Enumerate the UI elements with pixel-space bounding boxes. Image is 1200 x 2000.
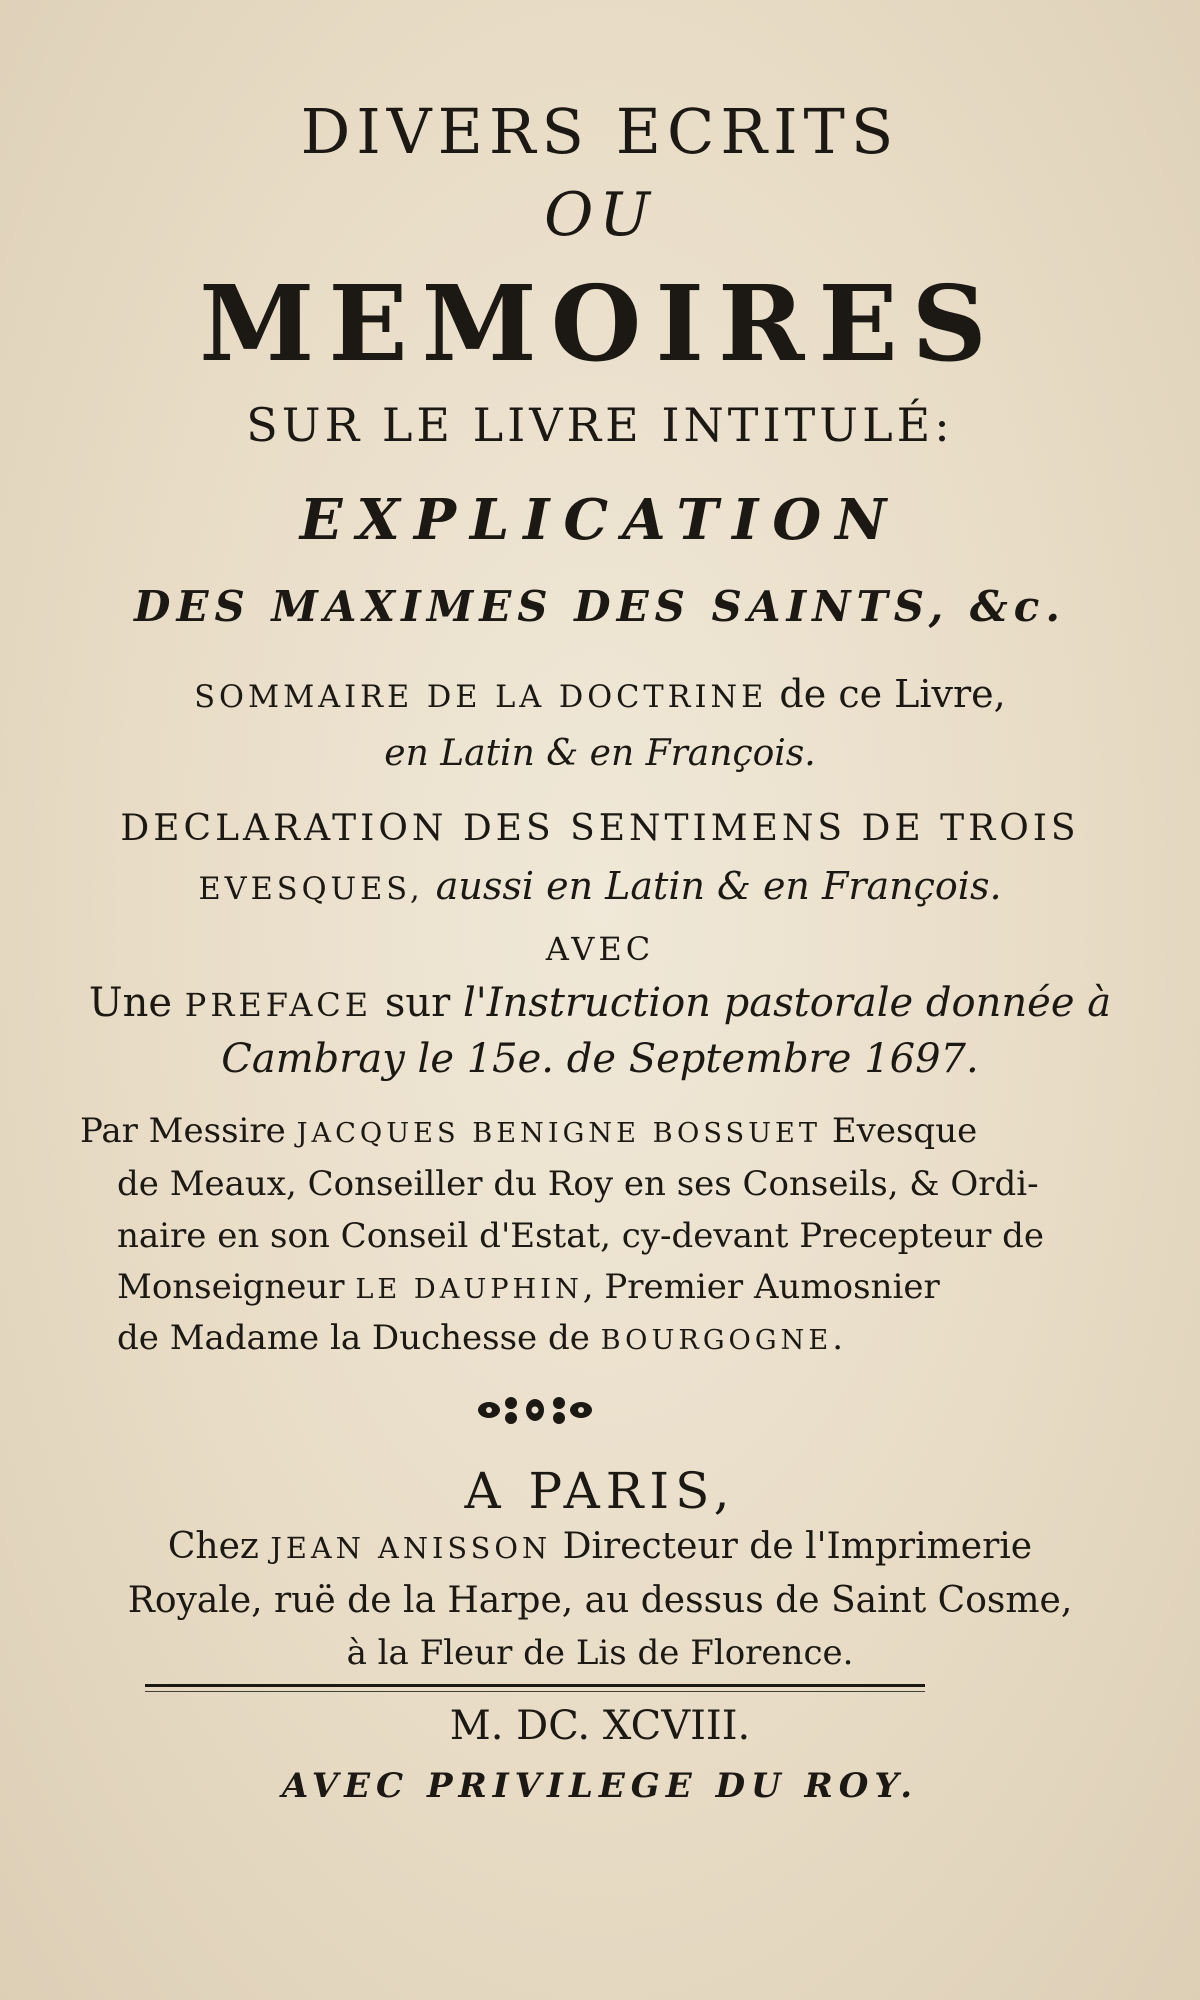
author5-b: . (832, 1318, 844, 1358)
author4-a: Monseigneur (117, 1267, 356, 1307)
author5-a: de Madame la Duchesse de (117, 1318, 601, 1358)
author-line-2: de Meaux, Conseiller du Roy en ses Conseils, & Ordi- (117, 1164, 1039, 1204)
title-line-maximes: DES MAXIMES DES SAINTS, &c. (134, 582, 1066, 631)
bourgogne-caps: BOURGOGNE (600, 1325, 833, 1356)
sommaire-line-1 (0, 672, 1200, 716)
preface-a: Une (88, 980, 185, 1026)
imprint-rule-thin (145, 1691, 925, 1692)
title-line-ou: OU (544, 180, 656, 250)
preface-italic: l'Instruction pastorale donnée à (462, 980, 1112, 1026)
declaration-caps: EVESQUES, (198, 872, 424, 907)
publication-year: M. DC. XCVIII. (449, 1703, 751, 1749)
declaration-line-2 (0, 864, 1200, 908)
author-b: Evesque (821, 1111, 978, 1151)
privilege-line: AVEC PRIVILEGE DU ROY. (281, 1766, 919, 1806)
title-line-explication: EXPLICATION (299, 487, 901, 553)
author-a: Par Messire (80, 1111, 297, 1151)
author-line-3: naire en son Conseil d'Estat, cy-devant Precepteur de (117, 1216, 1045, 1256)
preface-line-2: Cambray le 15e. de Septembre 1697. (221, 1036, 979, 1082)
printer-name: JEAN ANISSON (270, 1531, 552, 1565)
author-name: JACQUES BENIGNE BOSSUET (296, 1118, 822, 1149)
imprint-city: A PARIS, (464, 1462, 736, 1520)
author-line-4 (117, 1267, 940, 1307)
imprint-line-2: Royale, ruë de la Harpe, au dessus de Saint Cosme, (127, 1580, 1073, 1621)
preface-caps: PREFACE (184, 986, 373, 1024)
author-line-1 (80, 1111, 977, 1151)
sommaire-rest: de ce Livre, (767, 672, 1006, 716)
avec-label: AVEC (545, 930, 655, 968)
printer-fleuron-icon (475, 1390, 595, 1430)
imprint-rule (145, 1684, 925, 1687)
sommaire-caps: SOMMAIRE DE LA DOCTRINE (194, 680, 768, 715)
title-line-memoires: MEMOIRES (199, 262, 1001, 385)
title-line-sur-le-livre: SUR LE LIVRE INTITULÉ: (246, 398, 954, 452)
imprint-line-1 (0, 1526, 1200, 1567)
sommaire-line-2: en Latin & en François. (384, 733, 816, 774)
imprint-line-3: à la Fleur de Lis de Florence. (346, 1633, 854, 1673)
author-line-5 (117, 1318, 843, 1358)
preface-line-1 (0, 980, 1200, 1026)
declaration-line-1: DECLARATION DES SENTIMENS DE TROIS (120, 808, 1080, 849)
imprint-b: Directeur de l'Imprimerie (551, 1526, 1033, 1567)
dauphin-caps: LE DAUPHIN (355, 1274, 583, 1305)
author4-b: , Premier Aumosnier (582, 1267, 940, 1307)
title-line-divers-ecrits: DIVERS ECRITS (300, 95, 900, 168)
imprint-a: Chez (167, 1526, 271, 1567)
preface-b: sur (372, 980, 463, 1026)
declaration-rest: aussi en Latin & en François. (423, 864, 1002, 908)
